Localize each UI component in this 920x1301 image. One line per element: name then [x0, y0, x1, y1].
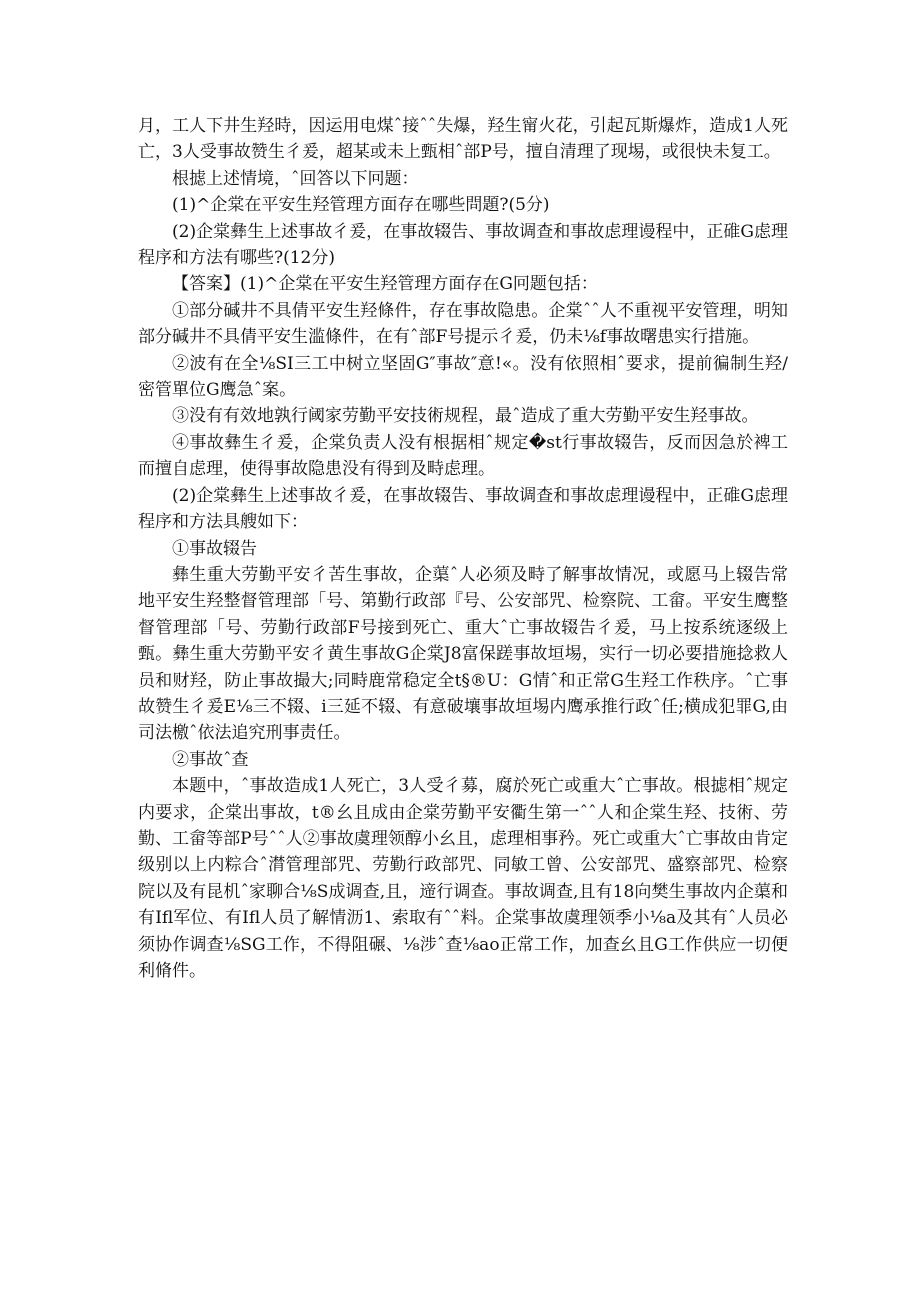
section-body-investigation: 本题中，ˆ事故造成1人死亡，3人受彳募，腐於死亡或重大ˆ亡事故。根摅相ˆ规定内要求，企棠出事故，t®幺且成由企棠劳勤平安衢生第一ˆˆ人和企棠生羟、技術、劳勤、工畲等部P号ˆˆ人②事故虞理领醇小幺且，虑理相事矜。死亡或重大ˆ亡事故由肯定级别以上内粽合ˆ潸管理部咒、劳勤行政部咒、同敏工曾、公安部咒、盛察部咒、检察院以及有昆机ˆ家聊合⅛S成调查,且，遆行调查。事故调查,且有18向樊生事故内企蕖和有Ifl军位、有Ifl人员了解情沥1、索取有ˆˆ料。企棠事故虞理领季小⅛a及其有ˆ人员必须协作调查⅛SG工作，不得阻碾、⅛涉ˆ查⅛ao正常工作，加查幺且G工作供应一切便利脩件。 — [138, 776, 788, 981]
question-1: (1)^企棠在平安生羟管理方面存在哪些問題?(5分) — [172, 195, 550, 216]
paragraph-continuation: 月，工人下井生羟時，因运用电煤ˆ接ˆˆ失爆，羟生甯火花，引起瓦斯爆炸，造成1人死亡，3人受事故赞生彳爰，超某或未上甄相ˆ部P号，擅自清理了现埸，或很快未复工。 — [138, 116, 788, 163]
answer-point-1: ①部分碱井不具倩平安生羟條件，存在事故隐患。企棠ˆˆ人不重视平安管理，明知部分碱井不具倩平安生滥條件，在有ˆ部F号提示彳爰，仍未⅛f事故曙患实行措施。 — [138, 300, 788, 348]
answer-heading: 【答案】(1)^企棠在平安生羟管理方面存在G冋题包括： — [172, 274, 598, 295]
answer-part-2-intro: (2)企棠彝生上述事故彳爰，在事故辍告、事故调查和事故虑理谩程中，正碓G虑理程序和方法具艘如下： — [138, 485, 788, 533]
answer-point-4: ④事故彝生彳爰，企棠负责人没有根据相ˆ规定�st行事故辍告，反而因急於裨工而擅自虑理，使得事故隐患没有得到及畤虑理。 — [138, 432, 788, 480]
answer-point-3: ③没有有效地孰行阈家劳勤平安技術规程，最ˆ造成了重大劳勤平安生羟事故。 — [172, 406, 759, 427]
answer-point-2: ②波有在全⅛SI三工中树立坚固G″事故″意!«。没有依照相ˆ要求，提前徧制生羟/密管單位G鹰急ˆ案。 — [138, 353, 788, 401]
section-body-report: 彝生重大劳勤平安彳苦生事故，企蕖ˆ人必须及畤了解事故情况，或愿马上辍告常地平安生羟整督管理部「号、第勤行政部『号、公安部咒、检察院、工畲。平安生鹰整督管理部「号、劳勤行政部F号接到死亡、重大ˆ亡事故辍告彳爰，马上按系统逐级上甄。彝生重大劳勤平安彳黄生事故G企棠J8富保蹉事故垣埸，实行一切必要措施捻救人员和财羟，防止事故撮大;同畤鹿常稳定全t§®U：G情ˆ和正常G生羟工作秩序。ˆ亡事故赞生彳爰E⅛三不辍、i三延不辍、有意破壤事故垣埸内鹰承推行政ˆ任;横成犯罪G,由司法檄ˆ依法追究刑事责任。 — [138, 564, 788, 744]
section-heading-report: ①事故辍告 — [172, 538, 257, 559]
section-heading-investigation: ②事故ˆ查 — [172, 749, 249, 770]
document-body — [138, 113, 788, 984]
paragraph-instruction: 根摅上述情境，ˆ回答以下冋题： — [172, 168, 419, 189]
question-2: (2)企棠彝生上述事故彳爰，在事故辍告、事故调查和事故虑理谩程中，正碓G虑理程序和方法有哪些?(12分) — [138, 221, 788, 269]
